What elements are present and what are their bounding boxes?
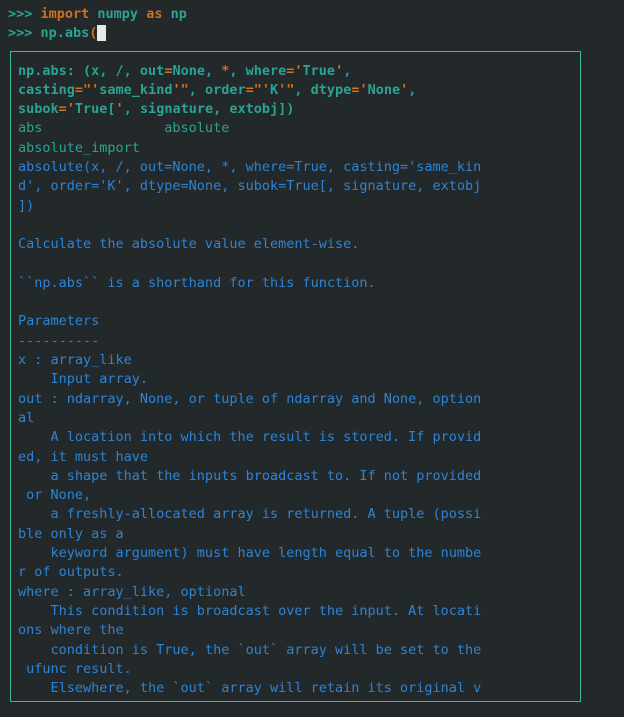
- text-segment: K: [270, 81, 279, 98]
- popup-line: [18, 62, 576, 81]
- popup-line: [18, 158, 576, 177]
- text-segment: =': [351, 81, 368, 98]
- cursor: [97, 25, 105, 41]
- popup-line: [18, 274, 576, 293]
- text-segment: ``np.abs`` is a shorthand for this function.: [18, 274, 376, 291]
- text-segment: a shape that the inputs broadcast to. If not provided: [18, 467, 482, 484]
- popup-line: [18, 119, 576, 138]
- popup-line: [18, 139, 576, 158]
- prompt-area: [0, 0, 624, 44]
- text-segment: as: [146, 6, 163, 22]
- text-segment: >>>: [8, 6, 41, 22]
- autocomplete-help-popup: [10, 51, 581, 702]
- text-segment: , where: [229, 62, 287, 79]
- text-segment: This condition is broadcast over the input. At locati: [18, 602, 482, 619]
- popup-line: [18, 351, 576, 370]
- text-segment: '": [278, 81, 295, 98]
- prompt-line: [8, 5, 624, 24]
- text-segment: casting: [18, 81, 75, 98]
- text-segment: =: [164, 62, 173, 79]
- text-segment: None,: [172, 62, 222, 79]
- popup-line: [18, 544, 576, 563]
- text-segment: ': [335, 62, 344, 79]
- text-segment: ble only as a: [18, 525, 124, 542]
- popup-line: [18, 255, 576, 274]
- text-segment: =': [286, 62, 303, 79]
- text-segment: True[: [74, 101, 116, 118]
- popup-line: [18, 100, 576, 119]
- popup-line: [18, 81, 576, 100]
- text-segment: ----------: [18, 332, 100, 349]
- text-segment: absolute(x, /, out=None, *, where=True, casting='same_kin: [18, 159, 482, 176]
- popup-line: [18, 505, 576, 524]
- popup-line: [18, 409, 576, 428]
- popup-line: [18, 660, 576, 679]
- text-segment: None: [367, 81, 401, 98]
- popup-line: [18, 583, 576, 602]
- text-segment: ons where the: [18, 622, 124, 639]
- popup-line: [18, 370, 576, 389]
- popup-line: [18, 679, 576, 698]
- popup-line: [18, 621, 576, 640]
- text-segment: ed, it must have: [18, 448, 149, 465]
- text-segment: True: [302, 62, 336, 79]
- text-segment: ]): [18, 197, 35, 214]
- text-segment: out : ndarray, None, or tuple of ndarray and None, option: [18, 390, 482, 407]
- text-segment: ufunc result.: [18, 660, 132, 677]
- text-segment: '": [172, 81, 189, 98]
- text-segment: *: [221, 62, 230, 79]
- popup-line: [18, 312, 576, 331]
- text-segment: ': [115, 101, 124, 118]
- text-segment: (: [89, 25, 98, 42]
- text-segment: d', order='K', dtype=None, subok=True[, signature, extobj: [18, 178, 482, 195]
- text-segment: Input array.: [18, 371, 149, 388]
- text-segment: x : array_like: [18, 352, 132, 369]
- popup-line: [18, 235, 576, 254]
- text-segment: same_kind: [99, 81, 173, 98]
- popup-line: [18, 602, 576, 621]
- text-segment: ="': [74, 81, 100, 98]
- text-segment: numpy: [89, 6, 147, 22]
- text-segment: al: [18, 409, 35, 426]
- text-segment: , dtype: [294, 81, 352, 98]
- popup-line: [18, 293, 576, 312]
- text-segment: where : array_like, optional: [18, 583, 246, 600]
- prompt-line[interactable]: [8, 24, 624, 43]
- popup-line: [18, 428, 576, 447]
- text-segment: Calculate the absolute value element-wise.: [18, 236, 360, 253]
- text-segment: A location into which the result is stored. If provid: [18, 429, 482, 446]
- text-segment: r of outputs.: [18, 564, 124, 581]
- text-segment: condition is True, the `out` array will be set to the: [18, 641, 482, 658]
- popup-line: [18, 641, 576, 660]
- text-segment: Elsewhere, the `out` array will retain its original v: [18, 680, 482, 697]
- text-segment: ="': [245, 81, 271, 98]
- popup-line: [18, 177, 576, 196]
- popup-line: [18, 563, 576, 582]
- popup-line: [18, 332, 576, 351]
- popup-line: [18, 486, 576, 505]
- text-segment: np: [162, 6, 187, 22]
- text-segment: absolute_import: [18, 139, 140, 156]
- text-segment: keyword argument) must have length equal to the numbe: [18, 545, 482, 562]
- popup-line: [18, 525, 576, 544]
- popup-line: [18, 448, 576, 467]
- popup-line: [18, 197, 576, 216]
- text-segment: np.abs: (x, /, out: [18, 62, 165, 79]
- text-segment: or None,: [18, 487, 92, 504]
- text-segment: =': [58, 101, 75, 118]
- text-segment: ': [400, 81, 409, 98]
- text-segment: import: [40, 6, 90, 22]
- text-segment: subok: [18, 101, 59, 118]
- text-segment: ,: [408, 81, 417, 98]
- text-segment: , signature, extobj]): [123, 101, 295, 118]
- popup-line: [18, 467, 576, 486]
- popup-line: [18, 390, 576, 409]
- text-segment: Parameters: [18, 313, 100, 330]
- text-segment: abs absolute: [18, 120, 230, 137]
- popup-line: [18, 216, 576, 235]
- text-segment: >>> np.abs: [8, 25, 90, 42]
- text-segment: ,: [343, 62, 352, 79]
- text-segment: , order: [188, 81, 246, 98]
- text-segment: a freshly-allocated array is returned. A tuple (possi: [18, 506, 482, 523]
